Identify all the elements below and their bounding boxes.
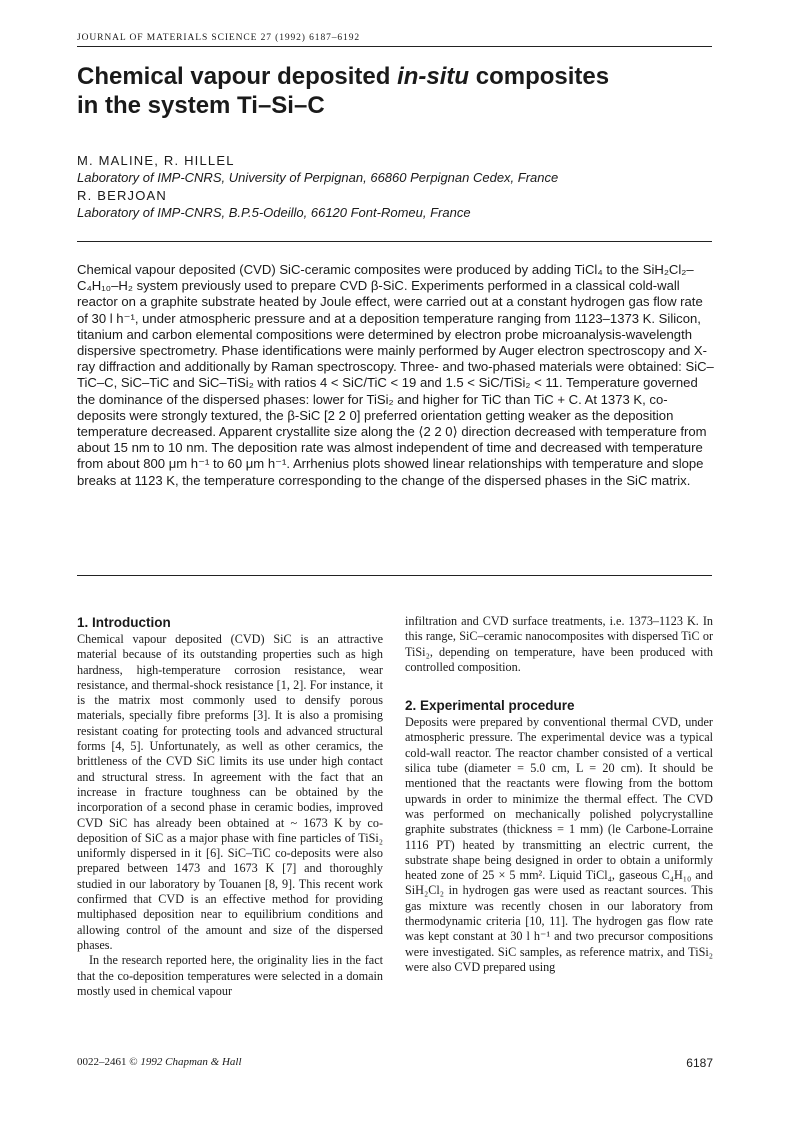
journal-header: JOURNAL OF MATERIALS SCIENCE 27 (1992) 6187–6192 xyxy=(77,33,712,47)
author-affiliation: Laboratory of IMP-CNRS, University of Perpignan, 66860 Perpignan Cedex, France xyxy=(77,170,559,185)
title-part3: composites xyxy=(469,63,610,90)
author-block xyxy=(77,152,717,186)
divider-bottom xyxy=(77,575,712,576)
section-heading-experimental: 2. Experimental procedure xyxy=(405,698,575,714)
section-heading-introduction: 1. Introduction xyxy=(77,615,171,630)
author-names: R. BERJOAN xyxy=(77,188,168,203)
body-paragraph: Chemical vapour deposited (CVD) SiC is an attractive material because of its outstanding properties such as high hardness, high-temperature corrosion resistance, wear resistance, and thermal-shock resistance [1, 2]. For instance, it is the matrix most commonly used to densify porous materials, specially fibre preforms [3]. It is also a promising resistant coating for protecting tools and advanced structural forms [4, 5]. Unfortunately, as well as other ceramics, the brittleness of the CVD SiC limits its use under high contact and structural stress. In agreement with the fact that an increase in fracture toughness can be obtained by the incorporation of a second phase in ceramic bodies, improved CVD SiC has already been obtained at ~ 1673 K by co-deposition of SiC as a major phase with fine particles of TiSi₂ uniformly dispersed in it [6]. SiC–TiC co-deposits were also prepared between 1473 and 1673 K [7] and thoroughly studied in our laboratory by Touanen [8, 9]. This recent work confirmed that CVD is an effective method for providing multiphased deposition near to equilibrium conditions and allowing control of the amount and size of the dispersed phases. xyxy=(77,632,383,952)
page-number: 6187 xyxy=(686,1056,713,1070)
author-list xyxy=(77,152,717,221)
footer-copyright xyxy=(77,1056,242,1068)
author-affiliation: Laboratory of IMP-CNRS, B.P.5-Odeillo, 66120 Font-Romeu, France xyxy=(77,205,471,220)
author-names: M. MALINE, R. HILLEL xyxy=(77,153,235,168)
title-line2: in the system Ti–Si–C xyxy=(77,92,325,119)
body-paragraph: infiltration and CVD surface treatments, i.e. 1373–1123 K. In this range, SiC–ceramic nanocomposites with dispersed TiC or TiSi₂, depending on temperature, have been produced with controlled composition. xyxy=(405,614,713,674)
body-paragraph: In the research reported here, the originality lies in the fact that the co-deposition temperatures were selected in a domain mostly used in chemical vapour xyxy=(77,953,383,998)
body-paragraph: Deposits were prepared by conventional thermal CVD, under atmospheric pressure. The experimental device was a typical cold-wall reactor. The reactor chamber consisted of a vertical silica tube (diameter = 5.0 cm, L = 20 cm). It should be mentioned that the reactants were flowing from the bottom upwards in order to minimize the thermal effect. The CVD was performed on mechanically polished polycrystalline graphite substrates (thickness = 1 mm) (le Carbone-Lorraine 1116 PT) heated by transmitting an electric current, the substrate shape being designed in order to obtain a uniformly heated zone of 25 × 5 mm². Liquid TiCl₄, gaseous C₄H₁₀ and SiH₂Cl₂ in hydrogen gas were used as reactant sources. This gas mixture was recently chosen in our laboratory from thermodynamic criteria [10, 11]. The hydrogen gas flow rate was kept constant at 30 l h⁻¹ and two precursor compositions were investigated. SiC samples, as reference matrix, and TiSi₂ were also CVD prepared using xyxy=(405,715,713,974)
column-left xyxy=(77,614,383,999)
paper-title xyxy=(77,62,717,120)
author-block xyxy=(77,187,717,221)
abstract: Chemical vapour deposited (CVD) SiC-ceramic composites were produced by adding TiCl₄ to the SiH₂Cl₂–C₄H₁₀–H₂ system previously used to prepare CVD β-SiC. Experiments performed in a classical cold-wall reactor on a graphite substrate heated by Joule effect, were carried out at a constant hydrogen gas flow rate of 30 l h⁻¹, under atmospheric pressure and at a deposition temperature ranging from 1123–1373 K. Silicon, titanium and carbon elemental compositions were determined by electron probe microanalysis-wavelength dispersive spectrometry. Phase identifications were mainly performed by Auger electron spectroscopy and X-ray diffraction and additionally by Raman spectroscopy. Three- and two-phased materials were obtained: SiC–TiC–C, SiC–TiC and SiC–TiSi₂ with ratios 4 < SiC/TiC < 19 and 1.5 < SiC/TiSi₂ < 11. Temperature governed the dominance of the dispersed phases: lower for TiSi₂ and higher for TiC than TiC + C. At 1373 K, co-deposits were strongly textured, the β-SiC [2 2 0] preferred orientation getting weaker as the deposition temperature decreased. Apparent crystallite size along the ⟨2 2 0⟩ direction decreased with temperature from about 15 nm to 10 nm. The deposition rate was almost independent of time and decreased with temperature from about 800 μm h⁻¹ to 60 μm h⁻¹. Arrhenius plots showed linear relationships with temperature and slope breaks at 1123 K, the temperature corresponding to the change of the dispersed phases in the SiC matrix. xyxy=(77,262,714,488)
title-italic: in-situ xyxy=(397,63,470,90)
footer-code: 0022–2461 © xyxy=(77,1056,141,1068)
column-right xyxy=(405,614,713,975)
divider-top xyxy=(77,241,712,242)
footer-publisher: 1992 Chapman & Hall xyxy=(140,1056,242,1068)
title-part1: Chemical vapour deposited xyxy=(77,63,398,90)
